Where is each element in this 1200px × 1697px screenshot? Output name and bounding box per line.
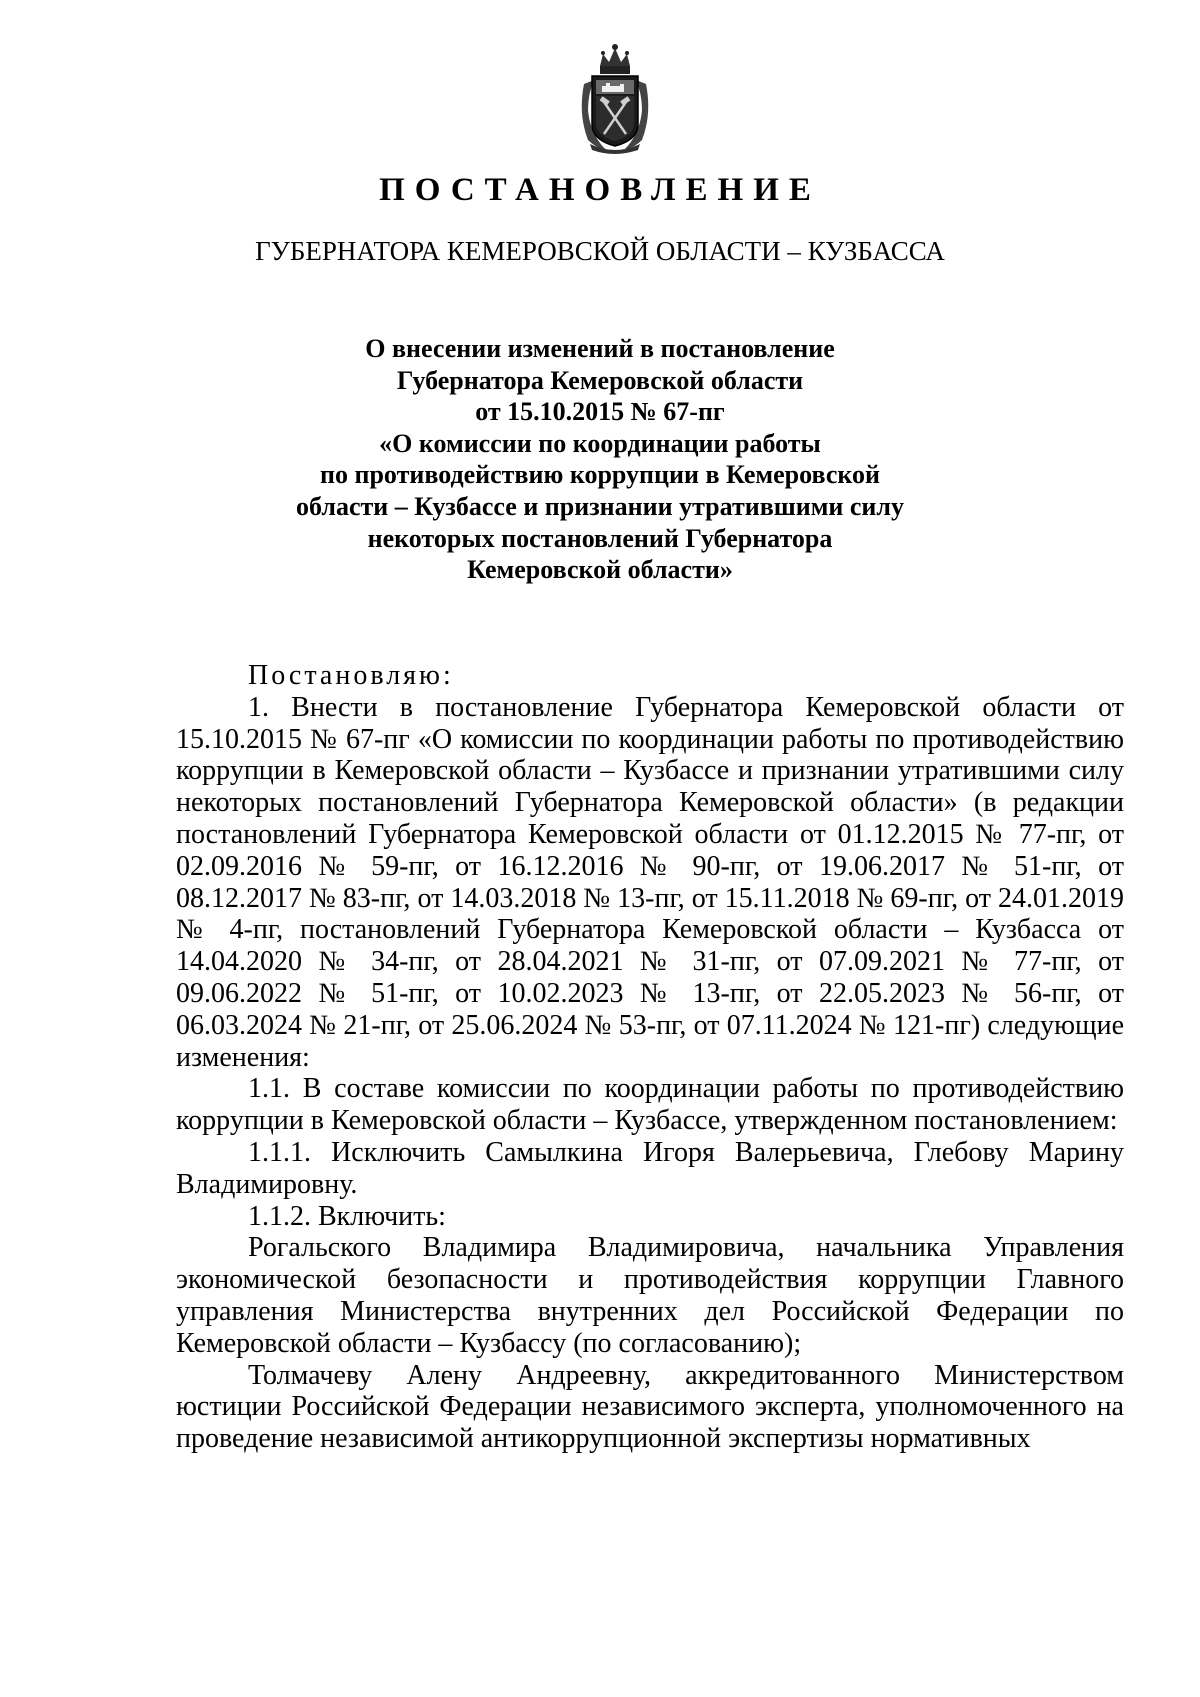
document-type-heading: ПОСТАНОВЛЕНИЕ	[379, 172, 821, 208]
document-title	[220, 333, 980, 586]
title-line: по противодействию коррупции в Кемеровской	[320, 460, 880, 490]
paragraph-member-rogalsky: Рогальского Владимира Владимировича, начальника Управления экономической безопасности и противодействия коррупции Главного управления Министерства внутренних дел Российской Федерации по Кемеровской области – Кузбассу (по согласованию);	[176, 1232, 1124, 1359]
paragraph-item-1-1-1: 1.1.1. Исключить Самылкина Игоря Валерьевича, Глебову Марину Владимировну.	[176, 1136, 1124, 1200]
title-line: «О комиссии по координации работы	[379, 428, 821, 458]
paragraph-item-1: 1. Внести в постановление Губернатора Кемеровской области от 15.10.2015 № 67-пг «О комиссии по координации работы по противодействию коррупции в Кемеровской области – Кузбассе и признании утратившими силу некоторых постановлений Губернатора Кемеровской области» (в редакции постановлений Губернатора Кемеровской области от 01.12.2015 № 77-пг, от 02.09.2016 № 59-пг, от 16.12.2016 № 90-пг, от 19.06.2017 № 51-пг, от 08.12.2017 № 83-пг, от 14.03.2018 № 13-пг, от 15.11.2018 № 69-пг, от 24.01.2019 № 4-пг, постановлений Губернатора Кемеровской области – Кузбасса от 14.04.2020 № 34-пг, от 28.04.2021 № 31-пг, от 07.09.2021 № 77-пг, от 09.06.2022 № 51-пг, от 10.02.2023 № 13-пг, от 22.05.2023 № 56-пг, от 06.03.2024 № 21-пг, от 25.06.2024 № 53-пг, от 07.11.2024 № 121-пг) следующие изменения:	[176, 691, 1124, 1073]
title-line: области – Кузбассе и признании утратившими силу	[296, 491, 904, 521]
paragraph-item-1-1-2: 1.1.2. Включить:	[248, 1200, 446, 1232]
coat-of-arms-emblem	[576, 44, 654, 154]
crown-icon	[600, 44, 630, 74]
decree-word: Постановляю:	[248, 660, 454, 691]
title-line: от 15.10.2015 № 67-пг	[475, 397, 725, 427]
title-line: Губернатора Кемеровской области	[396, 365, 804, 395]
title-line: некоторых постановлений Губернатора	[367, 523, 833, 553]
paragraph-member-tolmacheva: Толмачеву Алену Андреевну, аккредитованного Министерством юстиции Российской Федерации независимого эксперта, уполномоченного на проведение независимой антикоррупционной экспертизы нормативных	[176, 1359, 1124, 1455]
document-body	[176, 660, 1124, 1455]
title-line: Кемеровской области»	[467, 555, 733, 585]
paragraph-item-1-1: 1.1. В составе комиссии по координации работы по противодействию коррупции в Кемеровской области – Кузбассе, утвержденном постановлением:	[176, 1073, 1124, 1137]
title-line: О внесении изменений в постановление	[365, 334, 835, 363]
issuing-authority: ГУБЕРНАТОРА КЕМЕРОВСКОЙ ОБЛАСТИ – КУЗБАССА	[255, 236, 945, 266]
shield-icon	[592, 76, 638, 146]
